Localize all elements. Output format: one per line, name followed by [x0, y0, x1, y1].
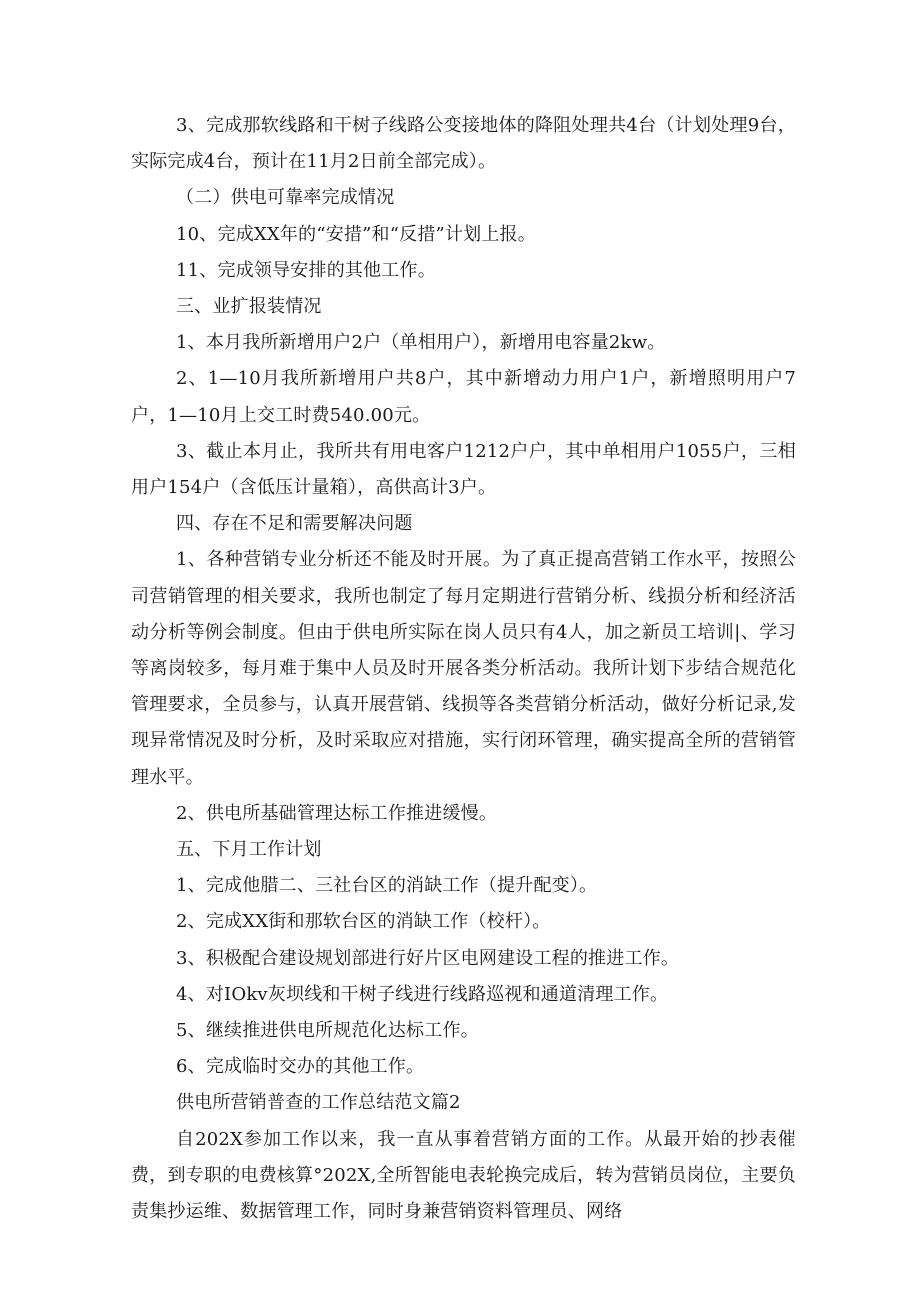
document-body — [131, 108, 796, 1230]
plan-item-4: 4、对IOkv灰坝线和干树子线进行线路巡视和通道清理工作。 — [176, 983, 669, 1005]
plan-item-1: 1、完成他腊二、三社台区的消缺工作（提升配变）。 — [176, 875, 598, 897]
section-heading-problems: 四、存在不足和需要解决问题 — [176, 513, 413, 535]
section-heading-business-expansion: 三、业扩报装情况 — [176, 296, 322, 318]
article-title-part-2: 供电所营销普查的工作总结范文篇2 — [176, 1092, 461, 1114]
section-heading-reliability: （二）供电可靠率完成情况 — [176, 187, 395, 209]
paragraph-analysis-problem: 1、各种营销专业分析还不能及时开展。为了真正提高营销工作水平，按照公司营销管理的相关要求，我所也制定了每月定期进行营销分析、线损分析和经济活动分析等例会制度。但由于供电所实际在岗人员只有4人，加之新员工培训|、学习等离岗较多，每月难于集中人员及时开展各类分析活动。我所计划下步结合规范化管理要求，全员参与，认真开展营销、线损等各类营销分析活动，做好分析记录,发现异常情况及时分析，及时采取应对措施，实行闭环管理，确实提高全所的营销管理水平。 — [131, 549, 796, 788]
paragraph-new-users: 1、本月我所新增用户2户（单相用户），新增用电容量2kw。 — [176, 332, 666, 354]
plan-item-6: 6、完成临时交办的其他工作。 — [176, 1056, 425, 1078]
paragraph-management-problem: 2、供电所基础管理达标工作推进缓慢。 — [176, 802, 498, 824]
paragraph-item-3-grounding: 3、完成那软线路和干树子线路公变接地体的降阻处理共4台（计划处理9台，实际完成4台，预计在11月2日前全部完成）。 — [131, 115, 796, 173]
paragraph-intro-part-2: 自202X参加工作以来，我一直从事着营销方面的工作。从最开始的抄表催费，到专职的电费核算°202X,全所智能电表轮换完成后，转为营销员岗位，主要负责集抄运维、数据管理工作，同时身兼营销资料管理员、网络 — [131, 1128, 796, 1223]
paragraph-item-11-other: 11、完成领导安排的其他工作。 — [176, 259, 436, 281]
plan-item-2: 2、完成XX街和那软台区的消缺工作（校杆）。 — [176, 911, 551, 933]
plan-item-3: 3、积极配合建设规划部进行好片区电网建设工程的推进工作。 — [176, 947, 680, 969]
paragraph-ytd-users: 2、1—10月我所新增用户共8户，其中新增动力用户1户，新增照明用户7户，1—10月上交工时费540.00元。 — [131, 368, 796, 426]
section-heading-next-month-plan: 五、下月工作计划 — [176, 839, 322, 861]
paragraph-total-customers: 3、截止本月止，我所共有用电客户1212户户，其中单相用户1055户，三相用户154户（含低压计量箱），高供高计3户。 — [131, 440, 796, 499]
plan-item-5: 5、继续推进供电所规范化达标工作。 — [176, 1020, 479, 1042]
paragraph-item-10-report: 10、完成XX年的“安措”和“反措”计划上报。 — [176, 223, 536, 245]
